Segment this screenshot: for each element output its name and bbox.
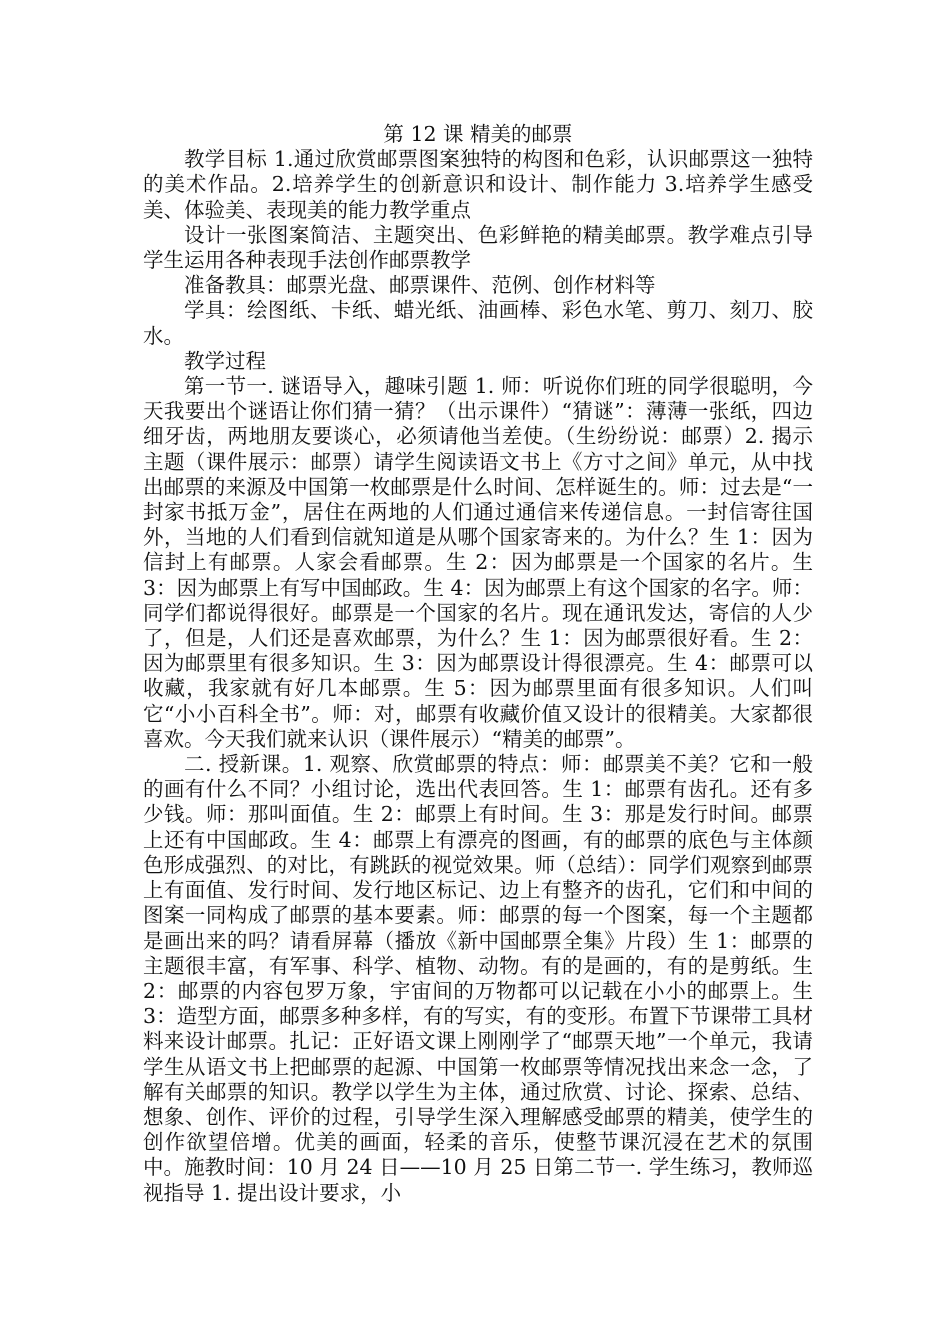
paragraph-section-one: 第一节一. 谜语导入，趣味引题 1. 师：听说你们班的同学很聪明，今天我要出个谜语让你们猜一猜？（出示课件）“猜谜”：薄薄一张纸，四边细牙齿，两地朋友要谈心，必须请他当差使。（生纷纷说：邮票）2. 揭示主题（课件展示：邮票）请学生阅读语文书上《方寸之间》单元，从中找出邮票的来源及中国第一枚邮票是什么时间、怎样诞生的。师：过去是“一封家书抵万金”，居住在两地的人们通过通信来传递信息。一封信寄往国外，当地的人们看到信就知道是从哪个国家寄来的。为什么？生 1：因为信封上有邮票。人家会看邮票。生 2：因为邮票是一个国家的名片。生 3：因为邮票上有写中国邮政。生 4：因为邮票上有这个国家的名字。师：同学们都说得很好。邮票是一个国家的名片。现在通讯发达，寄信的人少了，但是，人们还是喜欢邮票，为什么？生 1：因为邮票很好看。生 2：因为邮票里有很多知识。生 3：因为邮票设计得很漂亮。生 4：邮票可以收藏，我家就有好几本邮票。生 5：因为邮票里面有很多知识。人们叫它“小小百科全书”。师：对，邮票有收藏价值又设计的很精美。大家都很喜欢。今天我们就来认识（课件展示）“精美的邮票”。 [143,374,813,751]
paragraph-teaching-aids: 准备教具：邮票光盘、邮票课件、范例、创作材料等 [184,273,656,298]
lesson-title: 第 12 课 精美的邮票 [383,122,573,146]
document-page [143,122,813,1206]
paragraph-objectives: 教学目标 1.通过欣赏邮票图案独特的构图和色彩，认识邮票这一独特的美术作品。2.培养学生的创新意识和设计、制作能力 3.培养学生感受美、体验美、表现美的能力教学重点 [143,147,813,222]
paragraph-student-materials: 学具：绘图纸、卡纸、蜡光纸、油画棒、彩色水笔、剪刀、刻刀、胶水。 [143,298,813,348]
paragraph-process-heading: 教学过程 [184,348,266,373]
paragraph-section-two: 二. 授新课。1. 观察、欣赏邮票的特点：师：邮票美不美？它和一般的画有什么不同？小组讨论，选出代表回答。生 1：邮票有齿孔。还有多少钱。师：那叫面值。生 2：邮票上有时间。生 3：那是发行时间。邮票上还有中国邮政。生 4：邮票上有漂亮的图画，有的邮票的底色与主体颜色形成强烈、的对比，有跳跃的视觉效果。师（总结）：同学们观察到邮票上有面值、发行时间、发行地区标记、边上有整齐的齿孔，它们和中间的图案一同构成了邮票的基本要素。师：邮票的每一个图案，每一个主题都是画出来的吗？请看屏幕（播放《新中国邮票全集》片段）生 1：邮票的主题很丰富，有军事、科学、植物、动物。有的是画的，有的是剪纸。生 2：邮票的内容包罗万象，宇宙间的万物都可以记载在小小的邮票上。生 3：造型方面，邮票多种多样，有的写实，有的变形。布置下节课带工具材料来设计邮票。扎记：正好语文课上刚刚学了“邮票天地”一个单元，我请学生从语文书上把邮票的起源、中国第一枚邮票等情况找出来念一念，了解有关邮票的知识。教学以学生为主体，通过欣赏、讨论、探索、总结、想象、创作、评价的过程，引导学生深入理解感受邮票的精美，使学生的创作欲望倍增。优美的画面，轻柔的音乐，使整节课沉浸在艺术的氛围中。施教时间：10 月 24 日——10 月 25 日第二节一. 学生练习，教师巡视指导 1. 提出设计要求，小 [143,752,813,1205]
paragraph-difficulty: 设计一张图案简洁、主题突出、色彩鲜艳的精美邮票。教学难点引导学生运用各种表现手法创作邮票教学 [143,222,813,273]
